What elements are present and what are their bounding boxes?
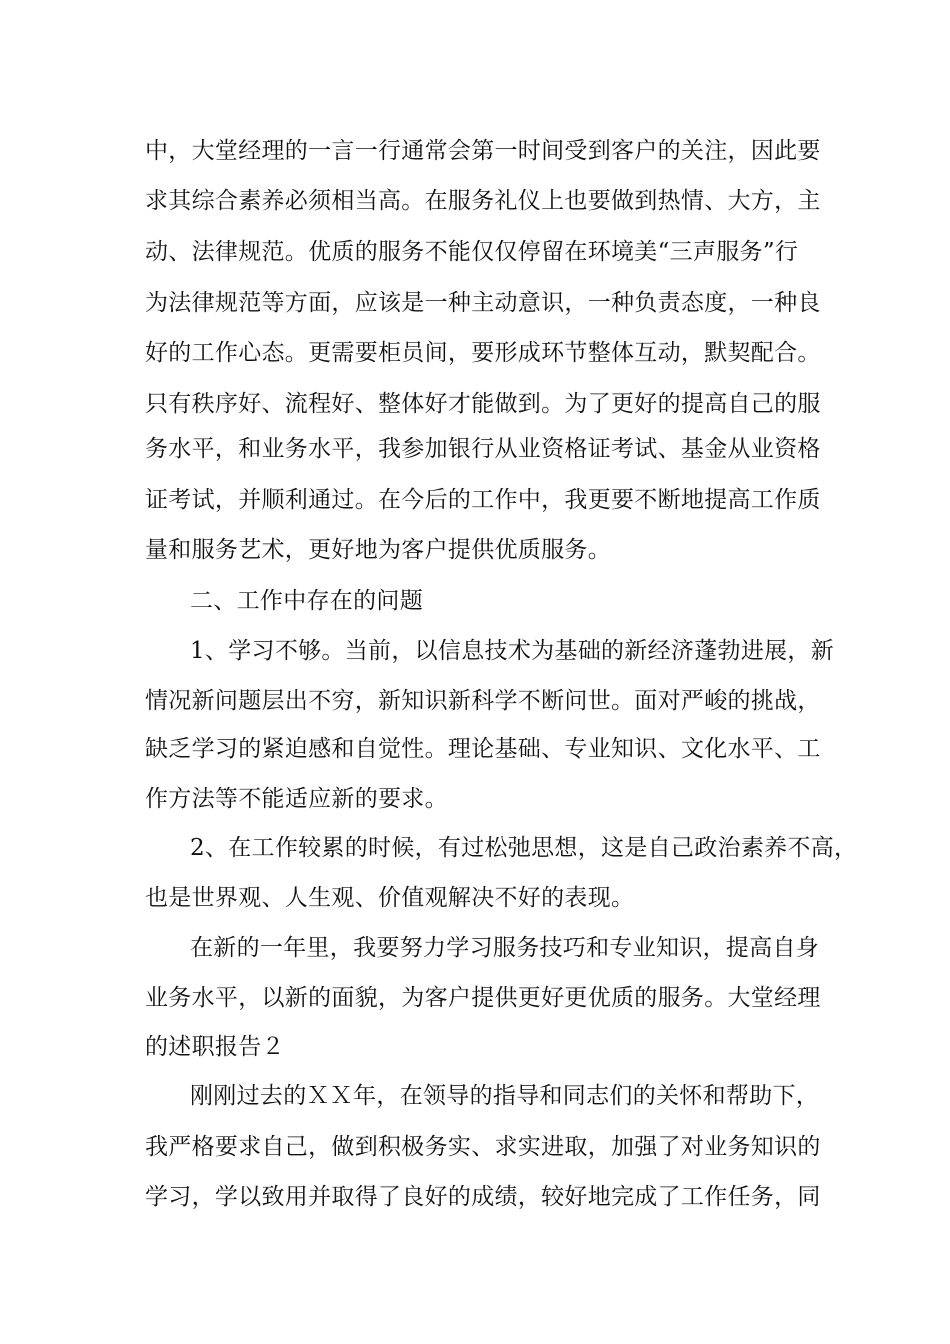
body-text-line: 2、在工作较累的时候，有过松弛思想，这是自己政治素养不高， [190, 835, 858, 861]
body-text-line: 好的工作心态。更需要柜员间，要形成环节整体互动，默契配合。 [145, 340, 821, 366]
body-text-line: 缺乏学习的紧迫感和自觉性。理论基础、专业知识、文化水平、工 [145, 736, 821, 762]
body-text-line: 为法律规范等方面，应该是一种主动意识，一种负责态度，一种良 [145, 290, 821, 316]
body-text-line: 证考试，并顺利通过。在今后的工作中，我更要不断地提高工作质 [145, 487, 821, 513]
body-text-line: 求其综合素养必须相当高。在服务礼仪上也要做到热情、大方，主 [145, 188, 821, 214]
body-text-line: 我严格要求自己，做到积极务实、求实进取，加强了对业务知识的 [145, 1134, 821, 1160]
body-text-line: 刚刚过去的ＸＸ年，在领导的指导和同志们的关怀和帮助下， [190, 1083, 820, 1109]
report-title-line: 的述职报告２ [145, 1034, 285, 1060]
body-text-line: 务水平，和业务水平，我参加银行从业资格证考试、基金从业资格 [145, 436, 821, 462]
body-text-line: 业务水平，以新的面貌，为客户提供更好更优质的服务。大堂经理 [145, 985, 821, 1011]
body-text-line: 在新的一年里，我要努力学习服务技巧和专业知识，提高自身 [190, 935, 820, 961]
body-text-line: 1、学习不够。当前，以信息技术为基础的新经济蓬勃进展，新 [190, 638, 835, 664]
body-text-line: 量和服务艺术，更好地为客户提供优质服务。 [145, 537, 611, 563]
body-text-line: 也是世界观、人生观、价值观解决不好的表现。 [145, 885, 635, 911]
body-text-line: 只有秩序好、流程好、整体好才能做到。为了更好的提高自己的服 [145, 391, 821, 417]
body-text-line: 作方法等不能适应新的要求。 [145, 786, 448, 812]
body-text-line: 情况新问题层出不穷，新知识新科学不断问世。面对严峻的挑战， [145, 688, 821, 714]
body-text-line: 动、法律规范。优质的服务不能仅仅停留在环境美“三声服务”行 [145, 239, 799, 265]
body-text-line: 中，大堂经理的一言一行通常会第一时间受到客户的关注，因此要 [145, 138, 821, 164]
body-text-line: 学习，学以致用并取得了良好的成绩，较好地完成了工作任务，同 [145, 1184, 821, 1210]
section-heading: 二、工作中存在的问题 [190, 588, 423, 614]
